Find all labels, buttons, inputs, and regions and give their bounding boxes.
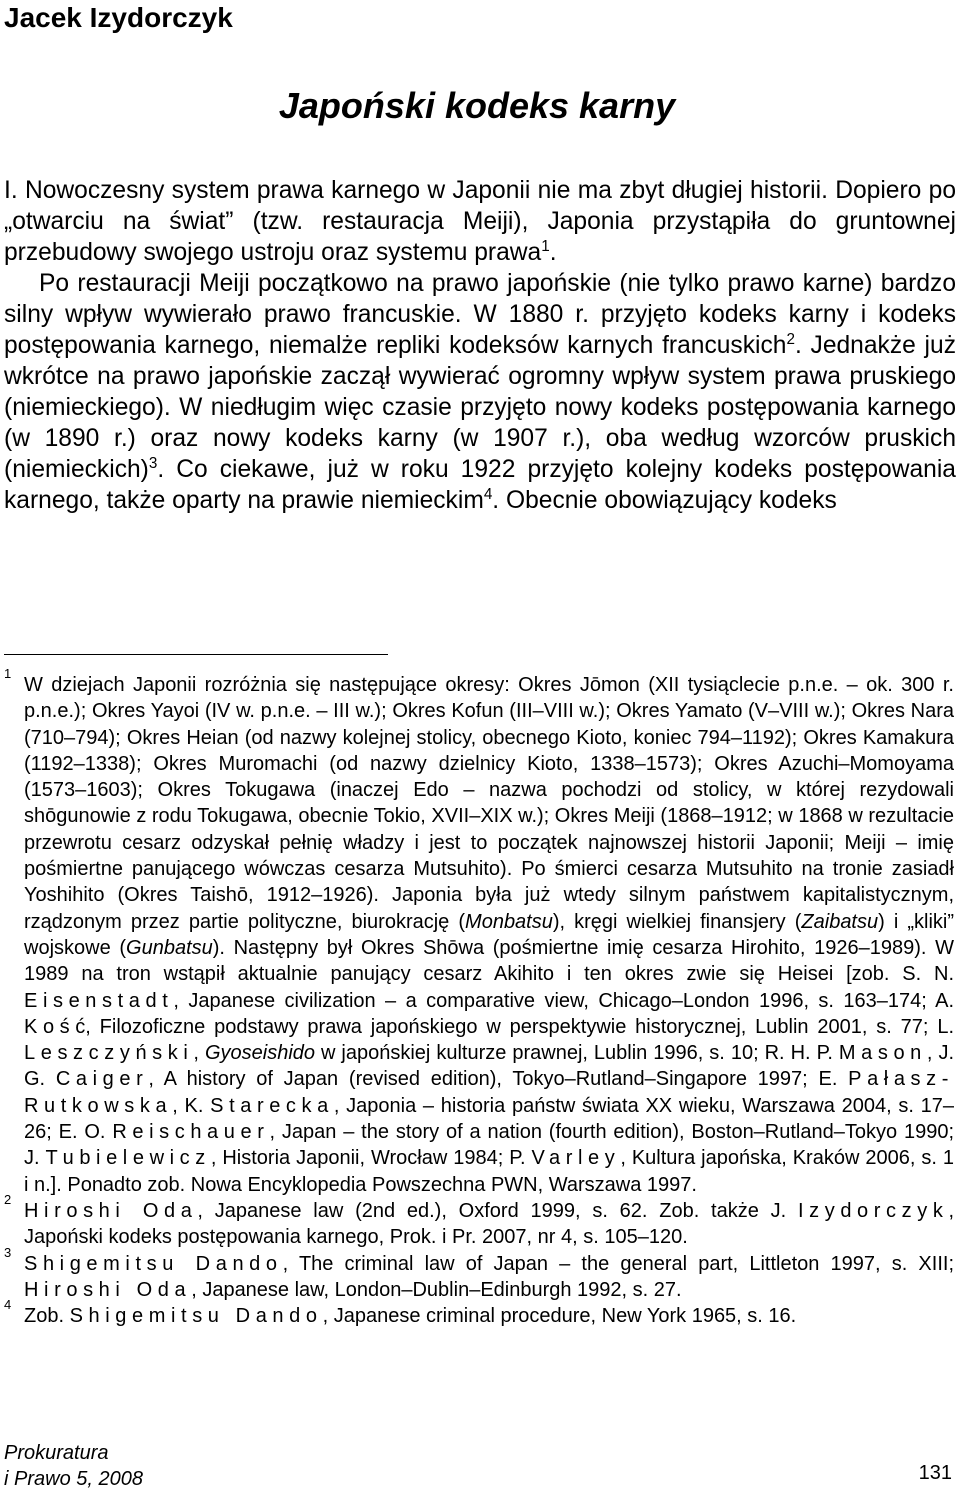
fn1-text: , A history of Japan (revised edition), Tokyo–Rutland–Singapore 1997; E. [148, 1068, 849, 1091]
fn2-text: , Japanese law (2nd ed.), Oxford 1999, s. 62. Zob. także J. [197, 1199, 798, 1222]
paragraph-2-text-c: . Co ciekawe, już w roku 1922 przyjęto kolejny kodeks postępowania karnego, także oparty na prawie niemieckim [4, 456, 956, 514]
fn1-text: W dziejach Japonii rozróżnia się następujące okresy: Okres Jōmon (XII tysiąclecie p.n.e. – ok. 300 r. p.n.e.); Okres Yayoi (IV w. p.n.e. – III w.); Okres Kofun (III–VIII w.); Okres Yamato (V–VIII w.); Okres Nara (710–794); Okres Heian (od nazwy kolejnej stolicy, obecnego Kioto, koniec 794–1192); Okres Kamakura (1192–1338); Okres Muromachi (od nazwy dzielnicy Kioto, 1338–1573); Okres Azuchi–Momoyama (1573–1603); Okres Tokugawa (inaczej Edo – nazwa pochodzi od stolicy, w której rezydowali shōgunowie z rodu Tokugawa, obecnie Tokio, XVII–XIX w.); Okres Meiji (1868–1912; w 1868 w rezultacie przewrotu cesarz odzyskał pełnię władzy i jest to początek najnowszej historii Japonii; Meiji – imię pośmiertne panującego wówczas cesarza Mutsuhito). Po śmierci cesarza Mutsuhito na tronie zasiadł Yoshihito (Okres Taishō, 1912–1926). Japonia była już wtedy silnym państwem kapitalistycznym, rządzonym przez partie polityczne, biurokrację ( [24, 674, 954, 933]
fn3-author-oda: Hiroshi Oda [24, 1278, 192, 1301]
footnote-ref-2[interactable]: 2 [786, 330, 795, 348]
fn1-text: ) i „kliki” wojskowe ( [24, 910, 954, 959]
fn1-text: ć, Filozoficzne podstawy prawa japońskiego w perspektywie historycznej, Lublin 2001, s. 77; L. [75, 1015, 954, 1038]
fn1-author-mason: Mason [838, 1042, 927, 1065]
paragraph-1-end: . [549, 239, 557, 266]
fn1-author-tubielewicz: Tubielewicz [45, 1147, 211, 1170]
footnote-4-number: 4 [4, 1297, 12, 1313]
footnote-ref-4[interactable]: 4 [483, 485, 493, 503]
footnote-3 [4, 1244, 954, 1304]
fn1-text: w japońskiej kulturze prawnej, Lublin 1996, s. 10; R. H. P. [315, 1042, 839, 1065]
fn1-text: , Japan – the story of a nation (fourth edition), Boston–Rutland–Tokyo 1990; J. [24, 1121, 954, 1170]
fn1-text: , K. [172, 1094, 211, 1117]
fn1-text: , Japonia – historia państw świata XX wieku, Warszawa 2004, s. 17–26; E. O. [24, 1094, 955, 1144]
footnote-ref-3[interactable]: 3 [148, 454, 158, 472]
fn1-text: , J. G. [24, 1042, 954, 1091]
fn3-text: , Japanese law, London–Dublin–Edinburgh 1992, s. 27. [191, 1278, 682, 1301]
footnote-separator [4, 654, 388, 655]
journal-line-1: Prokuratura [4, 1442, 109, 1464]
fn4-text: Zob. [24, 1305, 70, 1328]
footnote-ref-1[interactable]: 1 [541, 237, 550, 255]
fn1-text: ), kręgi wielkiej finansjery ( [552, 910, 802, 933]
fn4-text: , Japanese criminal procedure, New York 1965, s. 16. [322, 1305, 797, 1328]
fn1-author-starecka: Starecka [210, 1094, 334, 1117]
journal-name [4, 1440, 143, 1492]
fn1-gunbatsu: Gunbatsu [126, 936, 213, 959]
fn2-text: , Japoński kodeks postępowania karnego, Prok. i Pr. 2007, nr 4, s. 105–120. [24, 1199, 954, 1249]
fn1-author-reischauer: Reischauer [112, 1121, 270, 1144]
journal-line-2: i Prawo 5, 2008 [4, 1468, 143, 1490]
paragraph-2-text-d: . Obecnie obowiązujący kodeks [492, 487, 837, 514]
page-number: 131 [918, 1462, 952, 1484]
fn1-gyoseishido: Gyoseishido [204, 1042, 316, 1065]
fn3-text: , The criminal law of Japan – the general part, Littleton 1997, s. XIII; [282, 1252, 954, 1275]
fn1-text: , Historia Japonii, Wrocław 1984; P. [210, 1147, 532, 1170]
footnote-1 [4, 666, 955, 1198]
fn1-text: ). Następny był Okres Shōwa (pośmiertne imię cesarza Hirohito, 1926–1989). W 1989 na tron wstąpił aktualnie panujący cesarz Akihito i ten okres zwie się Heisei [zob. S. N. [24, 936, 954, 986]
fn1-author-palasz: Pałasz-Rutkowska [24, 1068, 955, 1117]
author-name: Jacek Izydorczyk [4, 2, 233, 33]
footnote-1-number: 1 [4, 666, 12, 681]
footnote-2-number: 2 [4, 1191, 12, 1207]
fn1-author-varley: Varley [531, 1147, 621, 1170]
footnotes [4, 666, 955, 1329]
paragraph-2-text-a: Po restauracji Meiji początkowo na prawo japońskie (nie tylko prawo karne) bardzo silny wpływ wywierało prawo francuskie. W 1880 r. przyjęto kodeks karny i kodeks postępowania karnego, niemalże repliki kodeksów karnych francuskich [4, 270, 956, 359]
fn4-author-dando: Shigemitsu Dando [69, 1305, 323, 1328]
fn1-text: , Kultura japońska, Kraków 2006, s. 1 i n.]. Ponadto zob. Nowa Encyklopedia Powszechna PWN, Warszawa 1997. [24, 1147, 954, 1196]
fn1-zaibatsu: Zaibatsu [801, 910, 879, 933]
paragraph-1-text: I. Nowoczesny system prawa karnego w Japonii nie ma zbyt długiej historii. Dopiero po „otwarciu na świat” (tzw. restauracja Meiji), Japonia przystąpiła do gruntownej przebudowy swojego ustroju oraz systemu prawa [4, 177, 956, 266]
fn1-author-caiger: Caiger [55, 1068, 149, 1091]
fn1-author-eisenstadt: Eisenstadt [24, 989, 174, 1012]
fn1-monbatsu: Monbatsu [465, 910, 553, 933]
paragraph-1 [4, 175, 956, 268]
fn1-text: , Japanese civilization – a comparative view, Chicago–London 1996, s. 163–174; A. [173, 989, 954, 1012]
footnote-2 [4, 1191, 954, 1251]
fn1-author-kosc: Koś [24, 1015, 76, 1038]
fn1-author-leszczynski: Leszczyński [24, 1042, 194, 1065]
footnote-3-number: 3 [4, 1244, 12, 1260]
fn2-author-izydorczyk: Izydorczyk [797, 1199, 949, 1222]
paragraph-2 [4, 268, 956, 516]
paragraph-2-text-b: . Jednakże już wkrótce na prawo japońskie zaczął wywierać ogromny wpływ system prawa pruskiego (niemieckiego). W niedługim więc czasie przyjęto nowy kodeks postępowania karnego (w 1890 r.) oraz nowy kodeks karny (w 1907 r.), oba według wzorców pruskich (niemieckich) [4, 332, 956, 483]
fn1-text: , [193, 1042, 205, 1065]
fn2-author-oda: Hiroshi Oda [24, 1199, 198, 1222]
main-text [4, 175, 956, 516]
fn3-author-dando: Shigemitsu Dando [24, 1252, 283, 1275]
article-title: Japoński kodeks karny [278, 85, 676, 126]
footnote-4 [4, 1297, 954, 1329]
